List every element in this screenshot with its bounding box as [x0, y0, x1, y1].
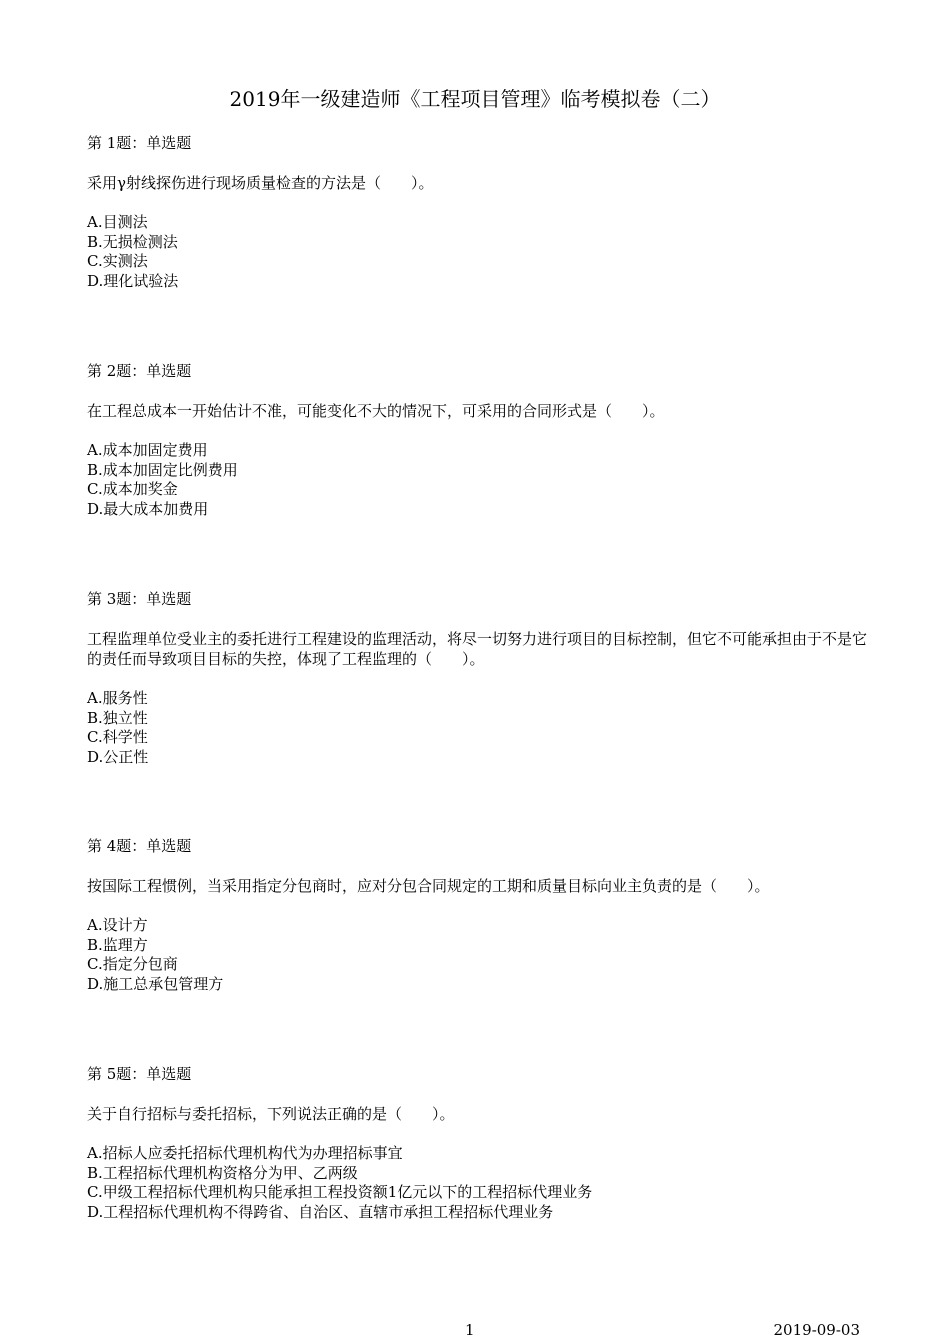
option-d: D.公正性 [87, 747, 149, 766]
footer-date: 2019-09-03 [773, 1321, 860, 1339]
question-stem: 在工程总成本一开始估计不准，可能变化不大的情况下，可采用的合同形式是（ ）。 [87, 402, 665, 420]
option-d: D.施工总承包管理方 [87, 974, 224, 993]
question-2 [87, 361, 872, 519]
question-1 [87, 133, 872, 291]
option-c: C.甲级工程招标代理机构只能承担工程投资额1亿元以下的工程招标代理业务 [87, 1183, 593, 1202]
option-a: A.目测法 [87, 213, 148, 231]
page-number: 1 [465, 1321, 475, 1339]
option-d: D.工程招标代理机构不得跨省、自治区、直辖市承担工程招标代理业务 [87, 1202, 554, 1221]
option-a: A.招标人应委托招标代理机构代为办理招标事宜 [87, 1144, 403, 1162]
question-header: 第 2题：单选题 [87, 362, 192, 380]
option-b: B.独立性 [87, 708, 148, 727]
option-d: D.理化试验法 [87, 271, 179, 290]
question-options [87, 916, 872, 994]
question-header: 第 4题：单选题 [87, 837, 192, 855]
option-a: A.服务性 [87, 689, 148, 707]
question-options [87, 213, 872, 291]
question-options [87, 1144, 872, 1222]
option-c: C.指定分包商 [87, 955, 178, 974]
option-c: C.成本加奖金 [87, 480, 178, 499]
question-header: 第 3题：单选题 [87, 590, 192, 608]
question-stem: 采用γ射线探伤进行现场质量检查的方法是（ ）。 [87, 174, 434, 192]
question-header: 第 1题：单选题 [87, 134, 192, 152]
question-stem: 按国际工程惯例，当采用指定分包商时，应对分包合同规定的工期和质量目标向业主负责的是（ ）。 [87, 877, 770, 895]
option-a: A.设计方 [87, 916, 148, 934]
question-stem: 工程监理单位受业主的委托进行工程建设的监理活动，将尽一切努力进行项目的目标控制，但它不可能承担由于不是它的责任而导致项目目标的失控，体现了工程监理的（ ）。 [87, 630, 868, 668]
question-options [87, 441, 872, 519]
question-4 [87, 836, 872, 994]
option-d: D.最大成本加费用 [87, 499, 209, 518]
option-b: B.无损检测法 [87, 232, 178, 251]
question-3 [87, 589, 872, 767]
document-title: 2019年一级建造师《工程项目管理》临考模拟卷（二） [229, 87, 721, 111]
option-b: B.工程招标代理机构资格分为甲、乙两级 [87, 1163, 358, 1182]
question-options [87, 689, 872, 767]
option-b: B.监理方 [87, 935, 148, 954]
option-a: A.成本加固定费用 [87, 441, 208, 459]
option-c: C.实测法 [87, 252, 148, 271]
option-c: C.科学性 [87, 728, 148, 747]
option-b: B.成本加固定比例费用 [87, 460, 238, 479]
question-header: 第 5题：单选题 [87, 1065, 192, 1083]
question-5 [87, 1064, 872, 1222]
question-stem: 关于自行招标与委托招标，下列说法正确的是（ ）。 [87, 1105, 455, 1123]
